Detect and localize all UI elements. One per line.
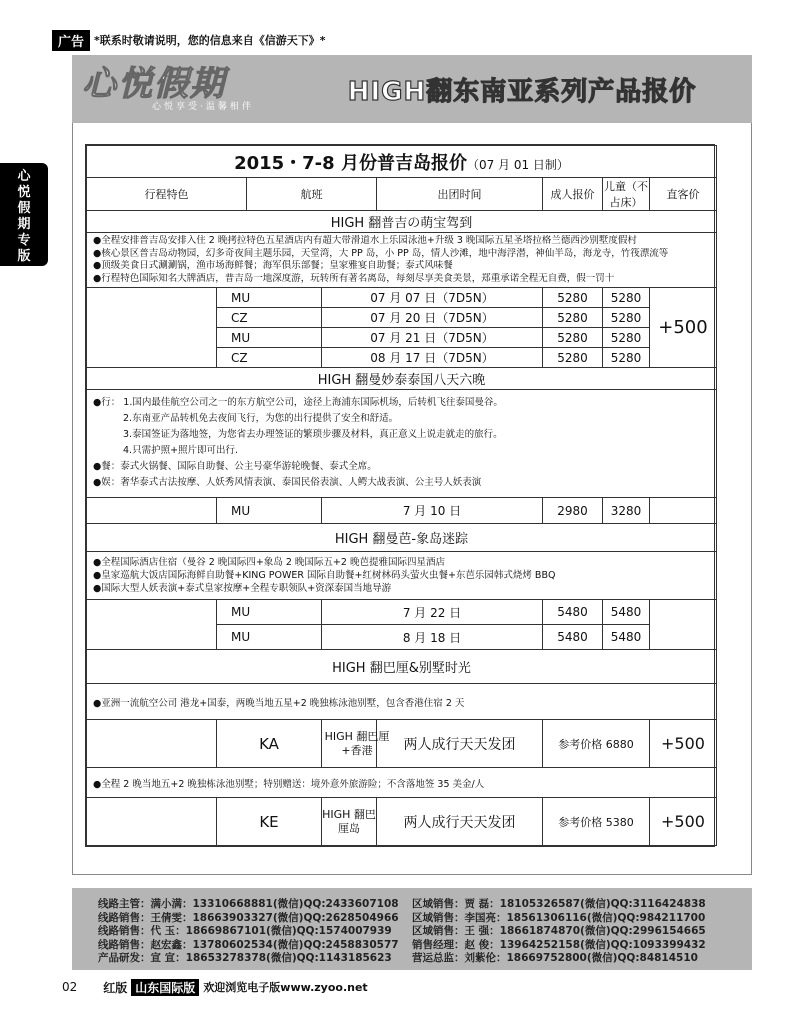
date-cell: 07 月 20 日（7D5N）: [322, 308, 543, 328]
adult-price-cell: 5280: [543, 328, 603, 348]
contact-line: 产品研发：宣 宣：18653278378(微信)QQ:1143185623: [98, 952, 392, 964]
contact-line: 线路销售：王倩雯：18663903327(微信)QQ:2628504966: [98, 911, 399, 924]
direct-price-cell: +500: [650, 798, 717, 846]
logo-subtext: 心悦享受·温馨相伴: [152, 101, 254, 112]
adult-price-cell: 5280: [543, 288, 603, 308]
flight-code-cell: KA: [217, 720, 322, 768]
ad-text: *联系时敬请说明，您的信息来自《信游天下》*: [94, 34, 326, 47]
description-line: ●皇家巡航大饭店国际海鲜自助餐+KING POWER 国际自助餐+红树林码头萤火虫餐+东芭乐园韩式烧烤 BBQ: [93, 570, 556, 582]
page-header: [72, 55, 752, 123]
description-line: ●行： 1.国内最佳航空公司之一的东方航空公司，途径上海浦东国际机场，后转机飞往泰国曼谷。: [93, 397, 503, 409]
logo-text: 心悦假期: [82, 63, 226, 104]
column-header: 航班: [247, 178, 377, 211]
column-header: 行程特色: [87, 178, 247, 211]
child-price-cell: 5480: [603, 625, 650, 650]
table-row: [87, 288, 717, 308]
section-title: HIGH 翻巴厘&别墅时光: [87, 650, 717, 684]
feature-cell: [87, 798, 217, 846]
direct-price-cell: [650, 498, 717, 524]
package-name: HIGH 翻巴厘+香港: [324, 729, 390, 757]
side-tab-char: 版: [17, 249, 31, 264]
child-price-cell: 5280: [603, 328, 650, 348]
description-line: 2.东南亚产品转机免去夜间飞行，为您的出行提供了安全和舒适。: [123, 413, 399, 425]
child-price-cell: 5280: [603, 348, 650, 368]
description-line: ●顶级美食日式涮涮锅，渔市场海鲜餐；海军俱乐部餐；皇家雅宴自助餐；泰式风味餐: [93, 260, 453, 272]
direct-price-cell: +500: [650, 720, 717, 768]
side-tab-char: 心: [17, 169, 31, 184]
page-title: HIGH翻东南亚系列产品报价: [347, 76, 697, 107]
package-row: [87, 798, 717, 846]
side-tab-char: 期: [17, 217, 31, 232]
description-line: ●餐：泰式火锅餐、国际自助餐、公主号豪华游轮晚餐、泰式全席。: [93, 461, 377, 473]
date-cell: 07 月 21 日（7D5N）: [322, 328, 543, 348]
logo: [72, 55, 292, 123]
date-cell: 07 月 07 日（7D5N）: [322, 288, 543, 308]
contact-line: 区域销售：李国亮：18561306116(微信)QQ:984211700: [412, 911, 706, 924]
schedule-cell: 两人成行天天发团: [377, 798, 543, 846]
flight-cell: CZ: [217, 308, 322, 328]
date-cell: 7 月 10 日: [322, 498, 543, 524]
contact-line: 线路销售：赵宏鑫：13780602534(微信)QQ:2458830577: [98, 938, 399, 951]
reference-price-cell: 参考价格 6880: [543, 720, 650, 768]
description-line: ●全程国际酒店住宿（曼谷 2 晚国际四+象岛 2 晚国际五+2 晚芭提雅国际四星酒店: [93, 557, 445, 569]
description-line: ●行程特色国际知名大牌酒店，普吉岛一地深度游，玩转所有著名离岛，每刻尽享美食美景，郑重承诺全程无自费，假一罚十: [93, 272, 615, 284]
adult-price-cell: 5480: [543, 625, 603, 650]
ad-tag: 广告: [52, 30, 90, 51]
contact-grid: [98, 898, 752, 965]
page-number: 02: [62, 980, 78, 994]
section-title: HIGH 翻曼妙泰泰国八天六晚: [87, 368, 717, 390]
adult-price-cell: 5480: [543, 600, 603, 625]
side-tab-char: 悦: [17, 185, 31, 200]
ad-bar: [52, 30, 752, 50]
package-name-cell: [322, 720, 390, 768]
flight-cell: MU: [217, 328, 322, 348]
side-tab: [0, 163, 48, 266]
direct-price-cell: [650, 600, 717, 650]
section-description: [87, 390, 717, 498]
package-name-cell: HIGH 翻巴厘岛: [322, 798, 377, 846]
feature-cell: [87, 720, 217, 768]
sheet-title-main: 2015・7-8 月份普吉岛报价: [234, 152, 467, 174]
child-price-cell: 5280: [603, 308, 650, 328]
sheet-title: [87, 146, 717, 178]
adult-price-cell: 2980: [543, 498, 603, 524]
contact-footer: [72, 888, 752, 970]
website-tagline: 欢迎浏览电子版www.zyoo.net: [203, 981, 368, 994]
flight-cell: MU: [217, 288, 322, 308]
sheet-title-note: （07 月 01 日制）: [466, 157, 569, 172]
description-line: 3.泰国签证为落地签，为您省去办理签证的繁琐步骤及材料，真正意义上说走就走的旅行。: [123, 429, 503, 441]
flight-cell: MU: [217, 600, 322, 625]
side-tab-char: 假: [17, 201, 31, 216]
column-header: 直客价: [650, 178, 717, 211]
table-header-row: [87, 178, 717, 211]
description-line: ●全程安排普吉岛安排入住 2 晚拷拉特色五星酒店内有超大带滑道水上乐园泳池+升级 3 晚国际五星圣塔拉格兰德西沙别墅度假村: [93, 235, 637, 246]
reference-price-cell: 参考价格 5380: [543, 798, 650, 846]
contact-line: 区域销售：王 强：18661874870(微信)QQ:2996154665: [412, 925, 706, 937]
table-row: [87, 498, 717, 524]
page-bottom: [62, 978, 752, 996]
section-title: HIGH 翻普吉の萌宝驾到: [87, 211, 717, 233]
column-header: 儿童（不占床）: [603, 178, 650, 211]
direct-price-cell: +500: [650, 288, 717, 368]
schedule-cell: 两人成行天天发团: [377, 720, 543, 768]
edition-badge: 山东国际版: [131, 979, 199, 996]
section-note: ●全程 2 晚当地五+2 晚独栋泳池别墅；特别赠送：境外意外旅游险；不含落地签 35 美金/人: [87, 768, 717, 798]
adult-price-cell: 5280: [543, 348, 603, 368]
feature-cell: [87, 600, 217, 650]
description-line: ●核心景区普吉岛动物园，幻多奇夜间主题乐园，天堂湾，大 PP 岛，小 PP 岛，情人沙滩，地中海浮潜，神仙半岛，海龙寺，竹筏漂流等: [93, 247, 669, 259]
contact-line: 线路销售：代 玉：18669867101(微信)QQ:1574007939: [98, 925, 392, 937]
flight-cell: MU: [217, 625, 322, 650]
section-note: ●亚洲一流航空公司 港龙+国泰，两晚当地五星+2 晚独栋泳池别墅，包含香港住宿 2 天: [87, 684, 717, 720]
flight-cell: MU: [217, 498, 322, 524]
child-price-cell: 5280: [603, 288, 650, 308]
package-row: [87, 720, 717, 768]
column-header: 出团时间: [377, 178, 543, 211]
contact-line: 区域销售：贾 磊：18105326587(微信)QQ:3116424838: [412, 898, 706, 910]
description-line: ●国际大型人妖表演+泰式皇家按摩+全程专职领队+资深泰国当地导游: [93, 583, 392, 595]
flight-cell: CZ: [217, 348, 322, 368]
feature-cell: [87, 288, 217, 368]
flight-code-cell: KE: [217, 798, 322, 846]
column-header: 成人报价: [543, 178, 603, 211]
section-description: [87, 552, 717, 600]
side-tab-char: 专: [17, 233, 31, 248]
description-line: 4.只需护照+照片即可出行.: [123, 445, 239, 457]
description-line: ●娱：奢华泰式古法按摩、人妖秀风情表演、泰国民俗表演、人鳄大战表演、公主号人妖表演: [93, 477, 482, 489]
contact-line: 销售经理：赵 俊：13964252158(微信)QQ:1093399432: [412, 938, 706, 951]
table-row: [87, 600, 717, 625]
child-price-cell: 5480: [603, 600, 650, 625]
adult-price-cell: 5280: [543, 308, 603, 328]
date-cell: 7 月 22 日: [322, 600, 543, 625]
contact-line: 线路主管：满小满：13310668881(微信)QQ:2433607108: [98, 898, 399, 910]
section-title: HIGH 翻曼芭-象岛迷踪: [87, 524, 717, 552]
date-cell: 08 月 17 日（7D5N）: [322, 348, 543, 368]
edition-label: 红版: [103, 980, 128, 995]
section-description: [87, 233, 717, 288]
child-price-cell: 3280: [603, 498, 650, 524]
contact-line: 营运总监：刘紫伦：18669752800(微信)QQ:84814510: [412, 952, 698, 964]
price-sheet: [85, 144, 715, 847]
feature-cell: [87, 498, 217, 524]
price-table: [86, 145, 717, 846]
date-cell: 8 月 18 日: [322, 625, 543, 650]
